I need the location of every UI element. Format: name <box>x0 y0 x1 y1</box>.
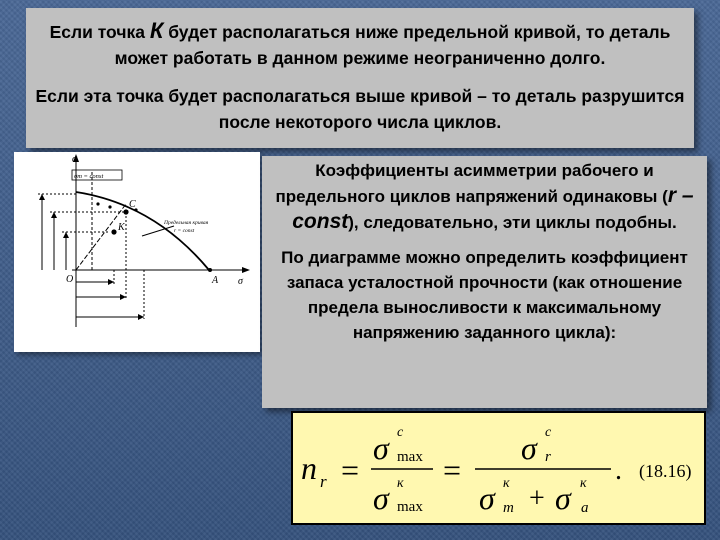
formula-number: (18.16) <box>639 461 692 481</box>
formula-svg <box>293 413 704 523</box>
formula-sigma-num-2: σ <box>521 430 537 466</box>
haigh-diagram <box>14 152 260 352</box>
formula-eq-2: = <box>443 452 462 488</box>
formula-sigma-den-1: σ <box>373 480 389 516</box>
diagram-svg <box>14 152 260 352</box>
formula-sup-c-2: c <box>545 425 552 440</box>
annotation-curve: Предельная кривая <box>164 220 209 226</box>
point-k-letter: К <box>149 18 164 43</box>
formula-sigma-den-2b: σ <box>555 480 571 516</box>
sigma-a-axis-label: σ <box>72 154 77 165</box>
formula-sup-c-1: c <box>397 425 404 440</box>
label-a: A <box>212 275 219 286</box>
top-paragraph-2: Если эта точка будет располагаться выше кривой – то деталь разрушится после некоторого числа циклов. <box>35 86 685 132</box>
point-c-marker <box>123 209 128 214</box>
formula-eq-1: = <box>341 452 360 488</box>
formula-box <box>291 411 706 525</box>
formula-sub-a: a <box>581 500 589 516</box>
formula-dot: . <box>615 455 622 486</box>
formula-n-sub: r <box>320 472 327 491</box>
formula-sup-k-1: к <box>397 476 404 491</box>
annotation-sigma-m-const: σm = const <box>74 173 104 180</box>
annotation-r-const: r = const <box>174 228 195 234</box>
point-k-marker <box>111 229 116 234</box>
label-origin: O <box>66 274 74 285</box>
label-c: C <box>129 199 136 210</box>
formula-sub-max-2: max <box>397 499 423 515</box>
r-const-text: r – const <box>292 184 694 233</box>
sigma-m-axis-label: σ <box>238 276 243 287</box>
top-paragraph-1: Если точка К будет располагаться ниже предельной кривой, то деталь может работать в данном режиме неограниченно долго. <box>49 18 671 68</box>
point-a-marker <box>208 268 212 272</box>
top-text-box <box>26 8 694 148</box>
formula-sigma-den-2a: σ <box>479 480 495 516</box>
label-k: K <box>118 222 125 233</box>
right-text-box <box>262 156 707 408</box>
r-const-ray <box>76 204 126 270</box>
formula-sub-m: m <box>503 500 514 516</box>
right-paragraph-1: Коэффициенты асимметрии рабочего и предельного циклов напряжений одинаковы (r – const), следовательно, эти циклы подобны. <box>275 161 694 233</box>
formula-sub-max-1: max <box>397 449 423 465</box>
right-paragraph-2: По диаграмме можно определить коэффициент запаса усталостной прочности (как отношение предела выносливости к максимальному напряжению заданного цикла): <box>281 248 688 342</box>
formula-sup-k-3: к <box>580 476 587 491</box>
formula-sub-r: r <box>545 449 551 465</box>
formula-plus: + <box>529 483 545 514</box>
formula-n: n <box>301 450 317 486</box>
formula-sup-k-2: к <box>503 476 510 491</box>
formula-sigma-num-1: σ <box>373 430 389 466</box>
